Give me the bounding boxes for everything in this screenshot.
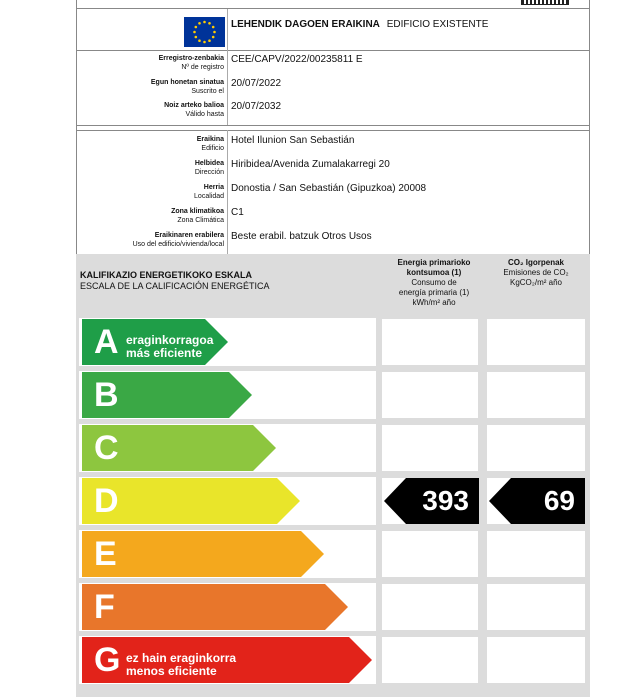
title-basque: LEHENDIK DAGOEN ERAIKINA bbox=[231, 19, 380, 30]
barcode-fragment bbox=[521, 0, 569, 5]
band-b bbox=[82, 372, 252, 418]
scale-title-basque: KALIFIKAZIO ENERGETIKOKO ESKALA bbox=[80, 270, 253, 280]
signed-date-label: Egun honetan sinatua Suscrito el bbox=[150, 79, 224, 95]
building-use-label: Eraikinaren erabilera Uso del edificio/vivienda/local bbox=[132, 232, 224, 248]
building-label: Eraikina Edificio bbox=[196, 136, 224, 152]
climate-zone-label: Zona klimatikoa Zona Climática bbox=[171, 208, 224, 224]
locality-label: Herria Localidad bbox=[194, 184, 224, 200]
co2-cell bbox=[487, 372, 585, 418]
address-label: Helbidea Dirección bbox=[194, 160, 224, 176]
co2-cell bbox=[487, 531, 585, 577]
header-section bbox=[76, 9, 590, 51]
building-value: Hotel Ilunion San Sebastián bbox=[231, 135, 355, 146]
section-line bbox=[76, 125, 590, 126]
band-letter: A bbox=[94, 323, 119, 361]
energy-cell bbox=[382, 425, 478, 471]
band-a bbox=[82, 319, 228, 365]
co2-rating-marker bbox=[489, 478, 585, 524]
registration-divider bbox=[227, 51, 228, 125]
locality-value: Donostia / San Sebastián (Gipuzkoa) 20008 bbox=[231, 183, 427, 194]
scale-title-spanish: ESCALA DE LA CALIFICACIÓN ENERGÉTICA bbox=[80, 281, 270, 291]
registration-number-label: Erregistro-zenbakia Nº de registro bbox=[158, 55, 224, 71]
energy-cell bbox=[382, 637, 478, 683]
title-spanish: EDIFICIO EXISTENTE bbox=[386, 19, 489, 30]
building-type-title bbox=[231, 19, 488, 30]
section-line bbox=[76, 130, 590, 131]
band-f bbox=[82, 584, 348, 630]
band-c bbox=[82, 425, 276, 471]
signed-date-value: 20/07/2022 bbox=[231, 78, 282, 89]
co2-cell bbox=[487, 425, 585, 471]
co2-column-header: CO₂ Igorpenak Emisiones de CO₂ KgCO₂/m² año bbox=[503, 258, 569, 287]
eu-flag-icon bbox=[184, 17, 225, 47]
valid-until-value: 20/07/2032 bbox=[231, 101, 282, 112]
co2-cell bbox=[487, 584, 585, 630]
energy-cell bbox=[382, 531, 478, 577]
band-g bbox=[82, 637, 372, 683]
co2-cell bbox=[487, 319, 585, 365]
valid-until-label: Noiz arteko balioa Válido hasta bbox=[164, 102, 224, 118]
co2-cell bbox=[487, 637, 585, 683]
band-caption: eraginkorragoa más eficiente bbox=[126, 333, 214, 360]
band-letter: D bbox=[94, 482, 119, 520]
scale-title bbox=[80, 270, 270, 292]
rating-value: 69 bbox=[543, 485, 575, 516]
registration-number-value: CEE/CAPV/2022/00235811 E bbox=[231, 54, 363, 65]
building-use-value: Beste erabil. batzuk Otros Usos bbox=[231, 231, 372, 242]
address-value: Hiribidea/Avenida Zumalakarregi 20 bbox=[231, 159, 390, 170]
band-d bbox=[82, 478, 300, 524]
band-e bbox=[82, 531, 324, 577]
band-caption: ez hain eraginkorra menos eficiente bbox=[126, 651, 237, 678]
band-letter: F bbox=[94, 588, 115, 626]
energy-cell bbox=[382, 584, 478, 630]
energy-cell bbox=[382, 372, 478, 418]
band-letter: G bbox=[94, 641, 121, 679]
band-letter: B bbox=[94, 376, 119, 414]
band-letter: E bbox=[94, 535, 117, 573]
climate-zone-value: C1 bbox=[231, 207, 244, 218]
band-letter: C bbox=[94, 429, 119, 467]
building-divider bbox=[227, 130, 228, 254]
top-bar bbox=[76, 0, 590, 9]
band-arrow-e bbox=[82, 531, 324, 577]
header-divider bbox=[227, 9, 228, 51]
rating-value: 393 bbox=[422, 485, 469, 516]
band-arrow-f bbox=[82, 584, 348, 630]
energy-rating-marker bbox=[384, 478, 479, 524]
energy-cell bbox=[382, 319, 478, 365]
energy-column-header: Energia primarioko kontsumoa (1) Consumo de energía primaria (1) kWh/m² año bbox=[397, 258, 471, 307]
